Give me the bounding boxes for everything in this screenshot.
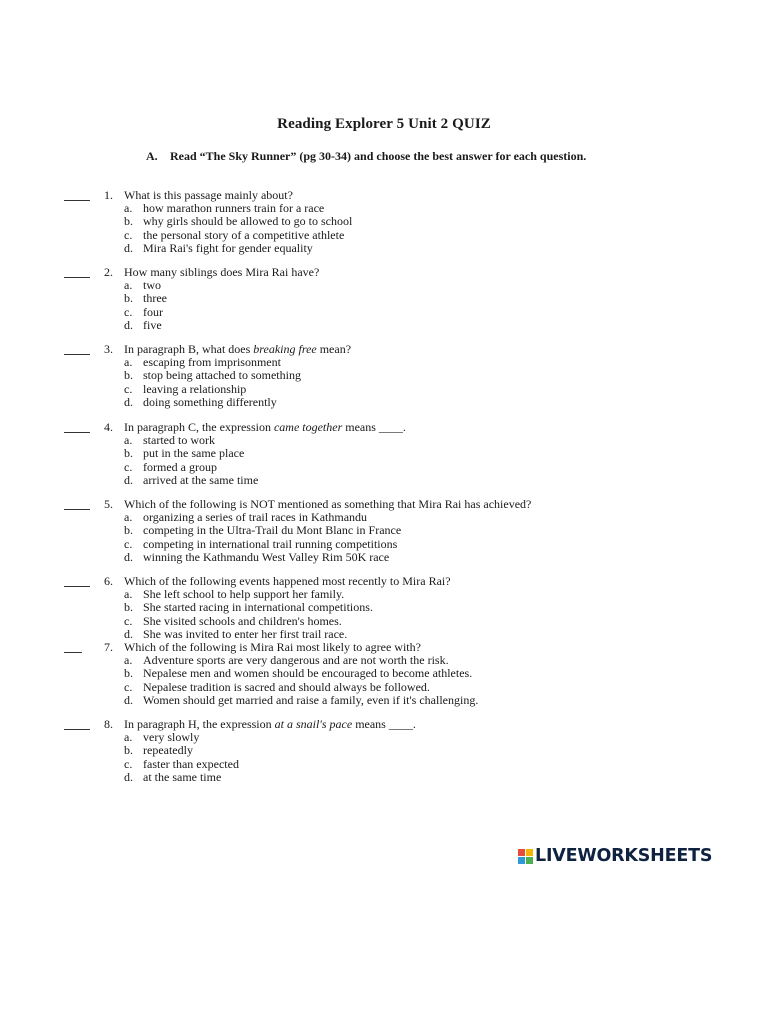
options-list	[124, 434, 258, 488]
logo-squares-icon	[518, 849, 533, 864]
option-b	[124, 524, 401, 538]
option-letter: c.	[124, 227, 133, 242]
option-text: three	[143, 291, 167, 305]
options-list	[124, 279, 167, 333]
question-number: 6.	[104, 574, 113, 588]
options-list	[124, 731, 239, 785]
option-letter: c.	[124, 304, 133, 319]
options-list	[124, 202, 352, 256]
option-a	[124, 279, 167, 293]
question-number: 2.	[104, 265, 113, 279]
option-b	[124, 447, 258, 461]
stem-text: mean?	[316, 342, 352, 356]
option-d	[124, 242, 352, 256]
option-letter: b.	[124, 446, 133, 460]
option-text: Women should get married and raise a family, even if it's challenging.	[143, 693, 479, 707]
question-stem: Which of the following events happened most recently to Mira Rai?	[124, 574, 451, 588]
option-letter: b.	[124, 291, 133, 305]
option-b	[124, 667, 478, 681]
option-text: Mira Rai's fight for gender equality	[143, 241, 313, 255]
option-a	[124, 434, 258, 448]
option-a	[124, 511, 401, 525]
option-letter: a.	[124, 652, 133, 667]
question-number: 7.	[104, 640, 113, 654]
option-c	[124, 383, 301, 397]
option-letter: b.	[124, 214, 133, 228]
option-text: at the same time	[143, 770, 222, 784]
answer-blank[interactable]	[64, 729, 90, 730]
option-b	[124, 744, 239, 758]
logo-square	[518, 849, 525, 856]
option-letter: b.	[124, 523, 133, 537]
question-number: 4.	[104, 420, 113, 434]
option-text: She visited schools and children's homes.	[143, 613, 342, 628]
answer-blank[interactable]	[64, 277, 90, 278]
logo-square	[526, 857, 533, 864]
option-text: Nepalese tradition is sacred and should always be followed.	[143, 679, 430, 694]
option-text: started to work	[143, 432, 215, 447]
liveworksheets-logo	[518, 845, 712, 867]
option-b	[124, 601, 373, 615]
option-c	[124, 615, 373, 629]
option-c	[124, 681, 478, 695]
option-letter: a.	[124, 509, 133, 524]
section-label: A.	[146, 149, 158, 163]
option-letter: a.	[124, 277, 133, 292]
option-letter: b.	[124, 743, 133, 757]
question-stem: Which of the following is NOT mentioned as something that Mira Rai has achieved?	[124, 497, 532, 511]
stem-text: In paragraph B, what does	[124, 342, 254, 356]
stem-text: In paragraph H, the expression	[124, 717, 275, 731]
option-a	[124, 731, 239, 745]
option-letter: d.	[124, 473, 133, 487]
option-text: competing in international trail running competitions	[143, 536, 398, 551]
option-text: leaving a relationship	[143, 381, 247, 396]
option-d	[124, 771, 239, 785]
option-text: She left school to help support her family.	[143, 586, 345, 601]
logo-square	[526, 849, 533, 856]
options-list	[124, 654, 478, 708]
option-letter: a.	[124, 432, 133, 447]
question-number: 8.	[104, 717, 113, 731]
stem-text: means ____.	[352, 717, 416, 731]
option-letter: d.	[124, 241, 133, 255]
option-letter: c.	[124, 756, 133, 771]
option-letter: a.	[124, 200, 133, 215]
option-letter: b.	[124, 600, 133, 614]
option-text: arrived at the same time	[143, 473, 259, 487]
option-text: two	[143, 277, 161, 292]
option-letter: a.	[124, 586, 133, 601]
option-text: escaping from imprisonment	[143, 354, 281, 369]
option-text: formed a group	[143, 459, 217, 474]
logo-square	[518, 857, 525, 864]
stem-text: means ____.	[342, 420, 406, 434]
logo-text: LIVEWORKSHEETS	[535, 846, 713, 866]
option-text: Adventure sports are very dangerous and are not worth the risk.	[143, 652, 449, 667]
answer-blank[interactable]	[64, 432, 90, 433]
question-number: 1.	[104, 188, 113, 202]
option-letter: d.	[124, 693, 133, 707]
option-letter: a.	[124, 729, 133, 744]
option-letter: d.	[124, 550, 133, 564]
answer-blank[interactable]	[64, 354, 90, 355]
option-text: organizing a series of trail races in Kathmandu	[143, 509, 368, 524]
option-text: four	[143, 304, 163, 319]
options-list	[124, 588, 373, 642]
option-letter: b.	[124, 666, 133, 680]
option-text: She started racing in international competitions.	[143, 600, 373, 614]
option-text: repeatedly	[143, 743, 193, 757]
stem-emphasis: at a snail's pace	[274, 717, 353, 731]
option-text: winning the Kathmandu West Valley Rim 50K race	[143, 550, 390, 564]
option-c	[124, 306, 167, 320]
option-text: faster than expected	[143, 756, 239, 771]
option-text: the personal story of a competitive athlete	[143, 227, 345, 242]
instructions	[146, 149, 586, 164]
option-text: doing something differently	[143, 395, 277, 409]
option-letter: d.	[124, 627, 133, 641]
option-letter: d.	[124, 395, 133, 409]
option-letter: c.	[124, 459, 133, 474]
option-letter: c.	[124, 613, 133, 628]
option-text: stop being attached to something	[143, 368, 301, 382]
stem-emphasis: breaking free	[253, 342, 317, 356]
option-text: put in the same place	[143, 446, 245, 460]
option-d	[124, 319, 167, 333]
answer-blank[interactable]	[64, 652, 82, 653]
option-a	[124, 202, 352, 216]
option-text: Nepalese men and women should be encouraged to become athletes.	[143, 666, 473, 680]
option-letter: c.	[124, 381, 133, 396]
option-d	[124, 474, 258, 488]
question-number: 5.	[104, 497, 113, 511]
answer-blank[interactable]	[64, 586, 90, 587]
question-number: 3.	[104, 342, 113, 356]
option-text: five	[143, 318, 162, 332]
options-list	[124, 356, 301, 410]
stem-text: In paragraph C, the expression	[124, 420, 274, 434]
option-letter: c.	[124, 679, 133, 694]
option-a	[124, 588, 373, 602]
question-stem: What is this passage mainly about?	[124, 188, 293, 202]
option-letter: b.	[124, 368, 133, 382]
option-c	[124, 758, 239, 772]
question-stem: How many siblings does Mira Rai have?	[124, 265, 320, 279]
option-letter: a.	[124, 354, 133, 369]
option-letter: c.	[124, 536, 133, 551]
option-letter: d.	[124, 770, 133, 784]
option-c	[124, 229, 352, 243]
option-a	[124, 654, 478, 668]
option-text: competing in the Ultra-Trail du Mont Blanc in France	[143, 523, 402, 537]
option-letter: d.	[124, 318, 133, 332]
stem-emphasis: came together	[273, 420, 343, 434]
option-a	[124, 356, 301, 370]
question-stem: Which of the following is Mira Rai most likely to agree with?	[124, 640, 421, 654]
option-text: very slowly	[143, 729, 200, 744]
option-b	[124, 292, 167, 306]
option-text: why girls should be allowed to go to school	[143, 214, 353, 228]
option-b	[124, 215, 352, 229]
options-list	[124, 511, 401, 565]
option-c	[124, 461, 258, 475]
option-text: how marathon runners train for a race	[143, 200, 325, 215]
option-b	[124, 369, 301, 383]
option-c	[124, 538, 401, 552]
option-text: She was invited to enter her first trail race.	[143, 627, 348, 641]
instructions-text: Read “The Sky Runner” (pg 30-34) and choose the best answer for each question.	[170, 149, 587, 163]
option-d	[124, 396, 301, 410]
answer-blank[interactable]	[64, 509, 90, 510]
option-d	[124, 551, 401, 565]
answer-blank[interactable]	[64, 200, 90, 201]
quiz-title: Reading Explorer 5 Unit 2 QUIZ	[277, 116, 491, 132]
option-d	[124, 694, 478, 708]
